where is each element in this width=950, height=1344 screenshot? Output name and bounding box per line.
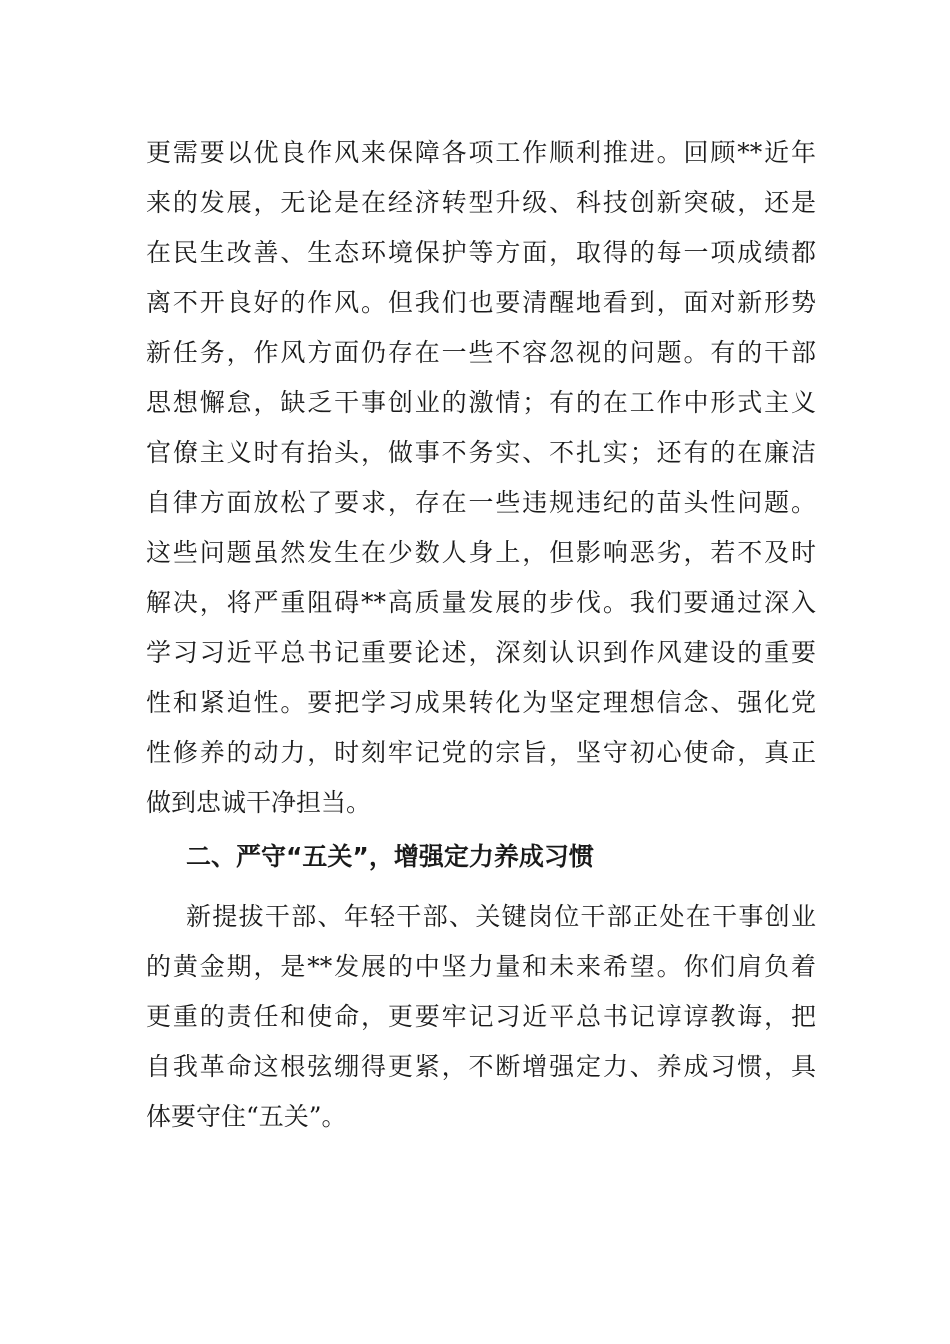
paragraph-line: 自律方面放松了要求，存在一些违规违纪的苗头性问题。 <box>146 488 816 517</box>
paragraph-line: 思想懈怠，缺乏干事创业的激情；有的在工作中形式主义 <box>146 388 816 417</box>
paragraph-line: 官僚主义时有抬头，做事不务实、不扎实；还有的在廉洁 <box>146 438 816 467</box>
paragraph-line: 性和紧迫性。要把学习成果转化为坚定理想信念、强化党 <box>146 688 816 717</box>
paragraph-line: 性修养的动力，时刻牢记党的宗旨，坚守初心使命，真正 <box>146 738 816 767</box>
paragraph-line: 的黄金期，是**发展的中坚力量和未来希望。你们肩负着 <box>146 952 816 981</box>
paragraph-line: 新提拔干部、年轻干部、关键岗位干部正处在干事创业 <box>186 902 816 931</box>
paragraph-line: 离不开良好的作风。但我们也要清醒地看到，面对新形势 <box>146 288 816 317</box>
paragraph-line: 解决，将严重阻碍**高质量发展的步伐。我们要通过深入 <box>146 588 816 617</box>
paragraph-line: 在民生改善、生态环境保护等方面，取得的每一项成绩都 <box>146 238 816 267</box>
paragraph-1 <box>146 128 816 828</box>
paragraph-line: 新任务，作风方面仍存在一些不容忽视的问题。有的干部 <box>146 338 816 367</box>
paragraph-line: 更重的责任和使命，更要牢记习近平总书记谆谆教诲，把 <box>146 1002 816 1031</box>
paragraph-line: 体要守住“五关”。 <box>146 1102 347 1131</box>
section-heading: 二、严守“五关”，增强定力养成习惯 <box>186 842 594 871</box>
paragraph-line: 学习习近平总书记重要论述，深刻认识到作风建设的重要 <box>146 638 816 667</box>
paragraph-2 <box>146 892 816 1142</box>
paragraph-line: 自我革命这根弦绷得更紧，不断增强定力、养成习惯，具 <box>146 1052 816 1081</box>
paragraph-line: 来的发展，无论是在经济转型升级、科技创新突破，还是 <box>146 188 816 217</box>
paragraph-line: 做到忠诚干净担当。 <box>146 788 372 817</box>
paragraph-line: 更需要以优良作风来保障各项工作顺利推进。回顾**近年 <box>146 138 816 167</box>
paragraph-line: 这些问题虽然发生在少数人身上，但影响恶劣，若不及时 <box>146 538 816 567</box>
